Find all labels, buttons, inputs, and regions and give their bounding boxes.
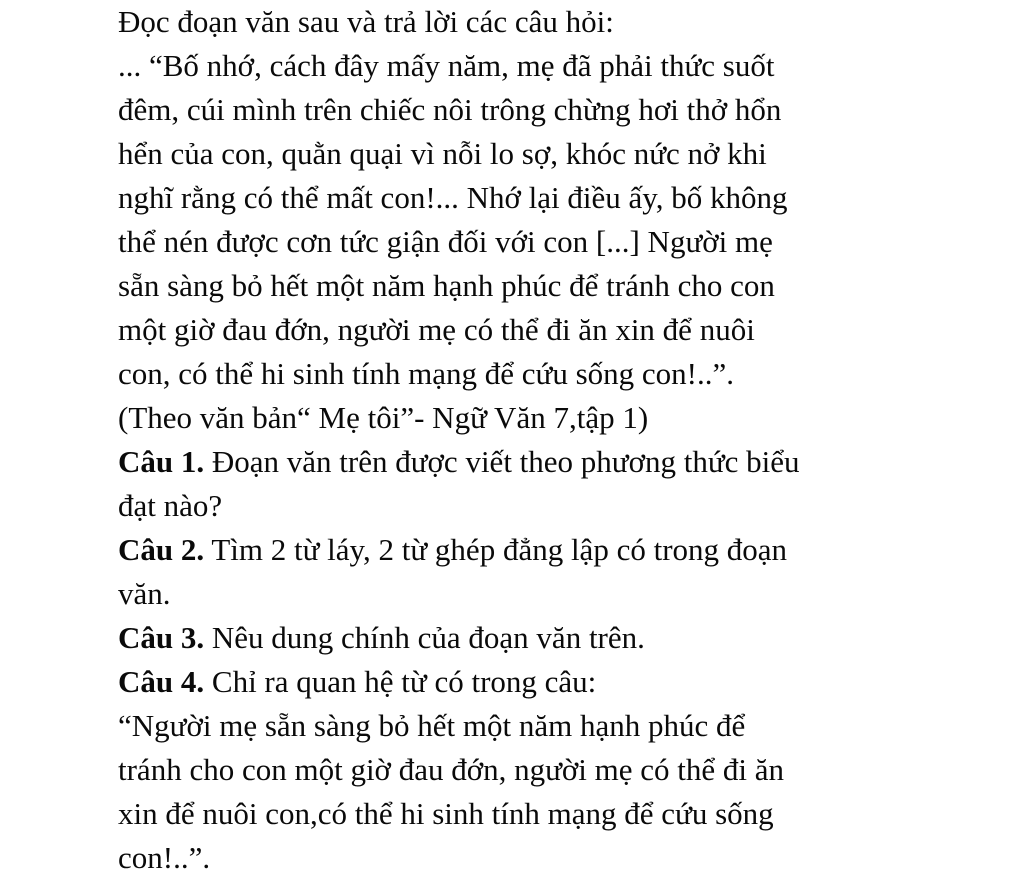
question-2-line-1 [118,528,1018,572]
question-1 [118,440,1018,528]
question-1-text: Đoạn văn trên được viết theo phương thức biểu [204,444,800,479]
question-4-text: Chỉ ra quan hệ từ có trong câu: [204,664,597,699]
question-2-label: Câu 2. [118,532,205,567]
passage [118,44,1018,396]
question-3-line-1 [118,616,1018,660]
question-3 [118,616,1018,660]
document-text [118,0,1018,880]
question-1-line-2: đạt nào? [118,488,223,523]
question-2 [118,528,1018,616]
question-1-line-1 [118,440,1018,484]
question-2-line-2: văn. [118,576,171,611]
passage-line: một giờ đau đớn, người mẹ có thể đi ăn xin để nuôi [118,312,755,347]
question-1-label: Câu 1. [118,444,205,479]
question-4-quote-line: “Người mẹ sẵn sàng bỏ hết một năm hạnh phúc để [118,708,746,743]
question-4-quote-line: xin để nuôi con,có thể hi sinh tính mạng để cứu sống [118,796,774,831]
question-4-line-1 [118,660,1018,704]
passage-line: con, có thể hi sinh tính mạng để cứu sống con!..”. [118,356,735,391]
question-4-quote-line: tránh cho con một giờ đau đớn, người mẹ có thể đi ăn [118,752,785,787]
passage-line: ... “Bố nhớ, cách đây mấy năm, mẹ đã phải thức suốt [118,48,775,83]
question-4-label: Câu 4. [118,664,205,699]
question-3-label: Câu 3. [118,620,205,655]
passage-line: sẵn sàng bỏ hết một năm hạnh phúc để tránh cho con [118,268,775,303]
question-3-text: Nêu dung chính của đoạn văn trên. [204,620,645,655]
passage-line: đêm, cúi mình trên chiếc nôi trông chừng hơi thở hổn [118,92,782,127]
question-2-text: Tìm 2 từ láy, 2 từ ghép đẳng lập có trong đoạn [204,532,788,567]
source-citation: (Theo văn bản“ Mẹ tôi”- Ngữ Văn 7,tập 1) [118,400,649,435]
passage-line: nghĩ rằng có thể mất con!... Nhớ lại điều ấy, bố không [118,180,788,215]
passage-line: thể nén được cơn tức giận đối với con [...] Người mẹ [118,224,773,259]
passage-line: hển của con, quằn quại vì nỗi lo sợ, khóc nức nở khi [118,136,767,171]
question-4-quote-line: con!..”. [118,840,211,875]
question-4 [118,660,1018,880]
instruction: Đọc đoạn văn sau và trả lời các câu hỏi: [118,4,614,39]
